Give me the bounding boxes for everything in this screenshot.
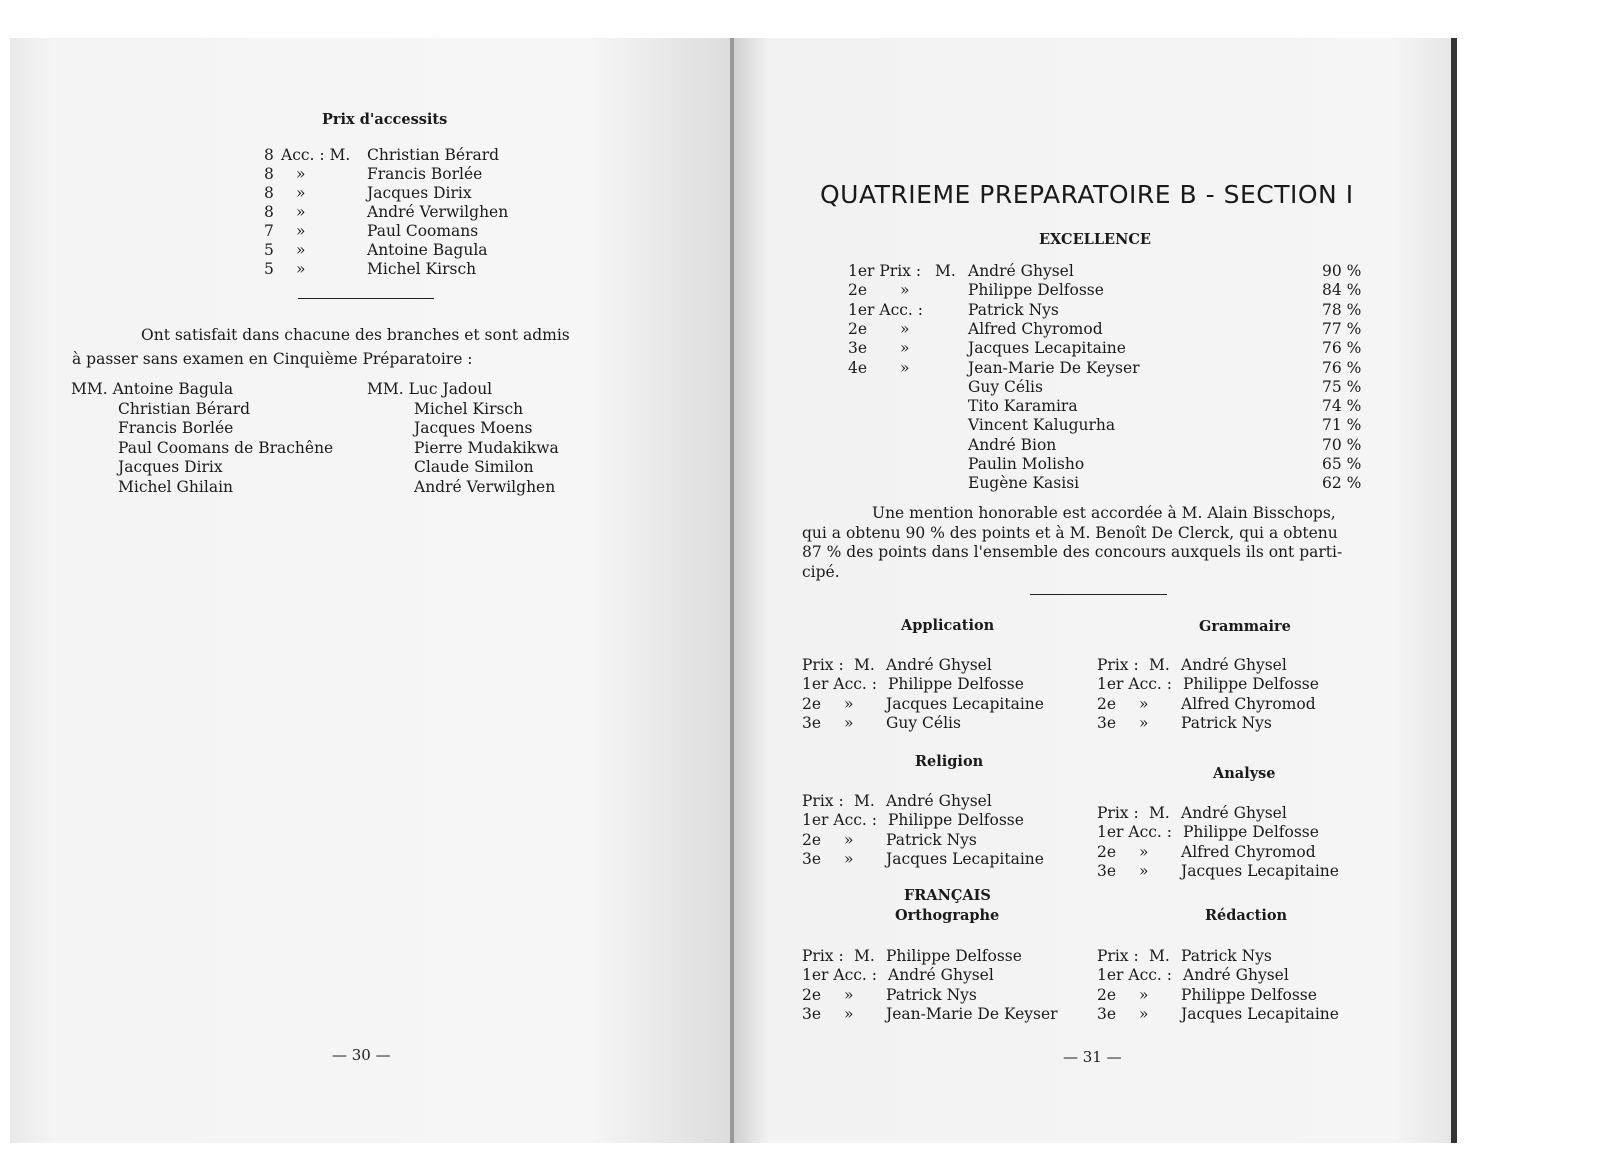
separator-rule [298, 298, 434, 299]
rank-label: Prix : [1097, 656, 1139, 674]
student-name: Patrick Nys [886, 830, 977, 849]
rank-label: 1er Acc. : [1097, 675, 1173, 694]
separator-rule [1030, 594, 1167, 595]
student-name: Patrick Nys [1181, 713, 1272, 732]
student-name: Philippe Delfosse [1183, 823, 1319, 842]
page-number-right: — 31 — [1063, 1048, 1122, 1066]
student-name: André Ghysel [968, 262, 1074, 280]
francais-heading: FRANÇAIS [904, 887, 991, 904]
student-name: Jacques Lecapitaine [968, 339, 1126, 358]
student-name: Philippe Delfosse [968, 281, 1104, 300]
rank-label: Prix : [802, 656, 844, 674]
accessit-count: 8 [264, 184, 274, 202]
percentage: 76 % [1322, 358, 1362, 377]
student-name: Michel Kirsch [414, 399, 524, 418]
rank-prefix: » [844, 713, 854, 732]
section-title: QUATRIEME PREPARATOIRE B - SECTION I [820, 180, 1354, 209]
student-name: Christian Bérard [118, 399, 251, 418]
student-name: Eugène Kasisi [968, 474, 1080, 493]
rank-label: 1er Acc. : [802, 811, 878, 830]
student-name: Patrick Nys [886, 985, 977, 1004]
rank-prefix: » [900, 339, 910, 358]
rank-label: Prix : [802, 947, 844, 965]
student-name: Patrick Nys [1181, 947, 1272, 965]
percentage: 74 % [1322, 397, 1362, 416]
student-name: Michel Kirsch [367, 260, 477, 278]
rank-prefix: » [900, 358, 910, 377]
percentage: 78 % [1322, 300, 1362, 319]
mention-line: 87 % des points dans l'ensemble des concours auxquels ils ont parti- [802, 543, 1343, 561]
analyse-heading: Analyse [1213, 765, 1276, 782]
student-name: André Bion [968, 435, 1057, 454]
rank-label: 3e [848, 339, 868, 358]
rank-label: Prix : [1097, 804, 1139, 822]
excellence-heading: EXCELLENCE [1039, 231, 1151, 248]
student-name: André Ghysel [886, 656, 992, 674]
rank-prefix: M. [854, 947, 875, 965]
student-name: André Verwilghen [367, 203, 509, 221]
student-name: Guy Célis [886, 713, 961, 732]
student-name: Pierre Mudakikwa [414, 438, 559, 457]
rank-label: 2e [802, 985, 822, 1004]
student-name: Philippe Delfosse [886, 947, 1022, 965]
percentage: 70 % [1322, 435, 1362, 454]
rank-prefix: » [844, 849, 854, 868]
mention-line: qui a obtenu 90 % des points et à M. Benoît De Clerck, qui a obtenu [802, 523, 1338, 542]
orthographe-heading: Orthographe [895, 907, 1000, 924]
student-name: Jean-Marie De Keyser [886, 1004, 1058, 1023]
admission-paragraph-line1: Ont satisfait dans chacune des branches et sont admis [141, 326, 570, 344]
student-name: Jacques Lecapitaine [1181, 861, 1339, 880]
rank-label: 1er Acc. : [802, 675, 878, 694]
mention-line: Une mention honorable est accordée à M. Alain Bisschops, [872, 504, 1336, 522]
student-name: André Ghysel [888, 966, 994, 985]
rank-prefix: » [844, 830, 854, 849]
accessit-label: » [296, 184, 306, 202]
rank-label: 3e [802, 1004, 822, 1023]
student-name: Jacques Dirix [367, 184, 472, 202]
rank-prefix: » [1139, 861, 1149, 880]
accessit-label: » [296, 165, 306, 183]
rank-label: 1er Acc. : [1097, 823, 1173, 842]
rank-label: 2e [848, 319, 868, 338]
rank-prefix: » [900, 319, 910, 338]
accessit-count: 8 [264, 203, 274, 221]
accessit-label: » [296, 260, 306, 278]
percentage: 84 % [1322, 281, 1362, 300]
student-name: Alfred Chyromod [1181, 842, 1316, 861]
rank-prefix: » [844, 1004, 854, 1023]
religion-heading: Religion [915, 753, 984, 770]
rank-prefix: » [1139, 694, 1149, 713]
student-name: Jacques Lecapitaine [1181, 1004, 1339, 1023]
student-name: Guy Célis [968, 377, 1043, 396]
student-name: Paulin Molisho [968, 455, 1085, 473]
percentage: 77 % [1322, 319, 1362, 338]
student-name: Jacques Moens [414, 419, 533, 437]
student-name: Paul Coomans de Brachêne [118, 438, 334, 457]
percentage: 75 % [1322, 377, 1362, 396]
rank-label: Prix : [802, 792, 844, 810]
rank-label: 2e [802, 694, 822, 713]
student-name: André Ghysel [1181, 804, 1287, 822]
student-name: Alfred Chyromod [968, 319, 1103, 338]
rank-label: 4e [848, 358, 868, 377]
rank-prefix: » [844, 985, 854, 1004]
percentage: 71 % [1322, 416, 1362, 435]
percentage: 62 % [1322, 474, 1362, 493]
page-number-left: — 30 — [332, 1046, 391, 1064]
student-name: Jacques Dirix [118, 458, 223, 476]
book-spine [730, 38, 734, 1143]
rank-label: 2e [848, 281, 868, 300]
student-name: Antoine Bagula [367, 241, 488, 259]
rank-prefix: M. [854, 792, 875, 810]
book-edge [1451, 38, 1457, 1143]
mention-line: cipé. [802, 562, 840, 581]
student-name: André Ghysel [1183, 966, 1289, 985]
rank-label: 2e [1097, 985, 1117, 1004]
percentage: 65 % [1322, 455, 1362, 473]
student-name: Philippe Delfosse [888, 811, 1024, 830]
student-name: Francis Borlée [118, 419, 234, 437]
rank-prefix: » [1139, 1004, 1149, 1023]
student-name: Jean-Marie De Keyser [968, 358, 1140, 377]
rank-prefix: M. [1149, 947, 1170, 965]
student-name: Alfred Chyromod [1181, 694, 1316, 713]
rank-prefix: M. [1149, 656, 1170, 674]
student-name: André Verwilghen [414, 477, 556, 496]
accessit-count: 8 [264, 146, 274, 164]
rank-label: 3e [802, 713, 822, 732]
rank-label: 3e [1097, 1004, 1117, 1023]
rank-prefix: » [900, 281, 910, 300]
rank-prefix: M. [854, 656, 875, 674]
rank-label: 1er Acc. : [848, 300, 924, 319]
accessit-label: » [296, 222, 306, 240]
accessit-label: Acc. : M. [281, 146, 351, 164]
accessit-count: 8 [264, 165, 274, 183]
student-name: MM. Luc Jadoul [367, 380, 493, 398]
redaction-heading: Rédaction [1205, 907, 1288, 924]
student-name: Paul Coomans [367, 222, 479, 240]
student-name: Jacques Lecapitaine [886, 849, 1044, 868]
admission-paragraph-line2: à passer sans examen en Cinquième Préparatoire : [72, 350, 473, 368]
student-name: MM. Antoine Bagula [71, 380, 234, 398]
student-name: Vincent Kalugurha [968, 416, 1116, 435]
rank-label: 2e [1097, 694, 1117, 713]
student-name: Jacques Lecapitaine [886, 694, 1044, 713]
rank-label: 2e [802, 830, 822, 849]
accessit-label: » [296, 241, 306, 259]
rank-prefix: » [1139, 985, 1149, 1004]
percentage: 90 % [1322, 262, 1362, 280]
accessit-count: 5 [264, 260, 274, 278]
student-name: Philippe Delfosse [1183, 675, 1319, 694]
rank-label: 3e [1097, 713, 1117, 732]
student-name: André Ghysel [886, 792, 992, 810]
accessits-heading: Prix d'accessits [322, 111, 448, 128]
rank-label: 1er Acc. : [1097, 966, 1173, 985]
rank-label: 3e [1097, 861, 1117, 880]
rank-label: 3e [802, 849, 822, 868]
rank-label: 1er Prix : [848, 262, 922, 280]
grammaire-heading: Grammaire [1199, 618, 1291, 635]
application-heading: Application [901, 617, 995, 634]
student-name: Philippe Delfosse [1181, 985, 1317, 1004]
student-name: André Ghysel [1181, 656, 1287, 674]
rank-prefix: » [844, 694, 854, 713]
student-name: Philippe Delfosse [888, 675, 1024, 694]
rank-prefix: » [1139, 842, 1149, 861]
student-name: Christian Bérard [367, 146, 500, 164]
rank-label: Prix : [1097, 947, 1139, 965]
rank-prefix: » [1139, 713, 1149, 732]
percentage: 76 % [1322, 339, 1362, 358]
student-name: Tito Karamira [968, 397, 1078, 416]
accessit-count: 5 [264, 241, 274, 259]
rank-label: 1er Acc. : [802, 966, 878, 985]
rank-prefix: M. [1149, 804, 1170, 822]
student-name: Francis Borlée [367, 165, 483, 183]
accessit-label: » [296, 203, 306, 221]
accessit-count: 7 [264, 222, 274, 240]
rank-prefix: M. [935, 262, 956, 280]
rank-label: 2e [1097, 842, 1117, 861]
student-name: Michel Ghilain [118, 477, 234, 496]
student-name: Patrick Nys [968, 300, 1059, 319]
student-name: Claude Similon [414, 458, 534, 476]
